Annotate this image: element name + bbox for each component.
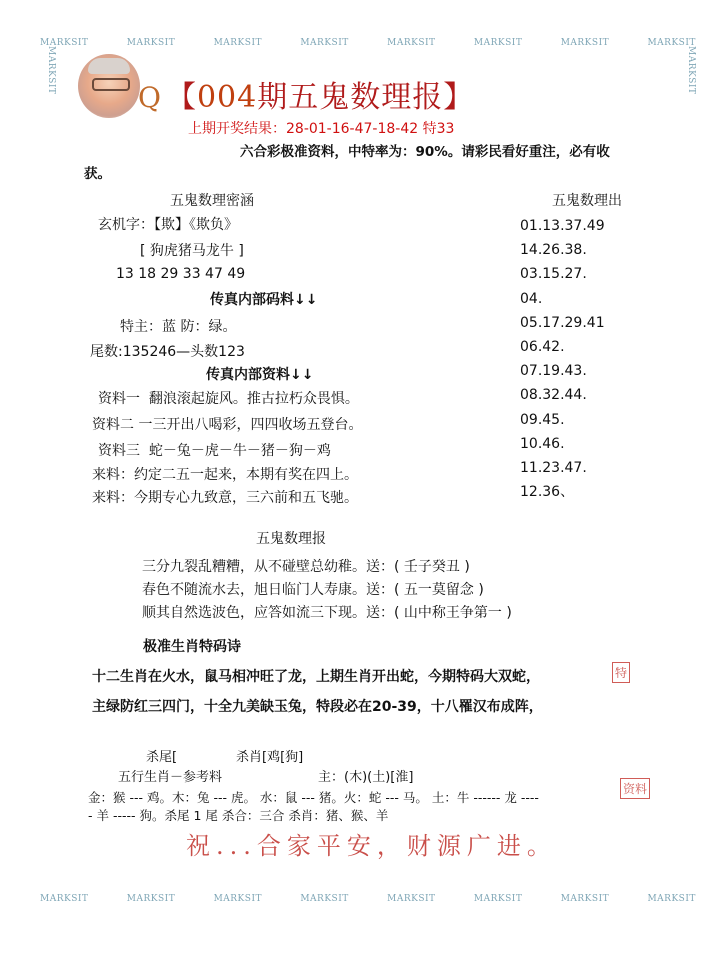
last-result: 上期开奖结果：28-01-16-47-18-42 特33 <box>188 121 455 137</box>
kill-line: - 羊 ----- 狗。杀尾 1 尾 杀合：三合 杀肖：猪、猴、羊 <box>88 808 389 823</box>
wuxing-text: 五行生肖－参考料 <box>118 770 223 785</box>
fax-code-heading: 传真内部码料↓↓ <box>210 292 318 308</box>
ziliao-2: 资料二 一三开出八喝彩，四四收场五登台。 <box>92 417 363 433</box>
weishu-text: 尾数:135246—头数123 <box>90 344 245 360</box>
list-item: 01.13.37.49 <box>520 218 605 234</box>
number-list <box>520 214 605 504</box>
report-poem <box>142 556 512 625</box>
shaxiao-text: 杀肖[鸡[狗] <box>236 750 304 765</box>
watermark-bottom: MARKSIT MARKSIT MARKSIT MARKSIT MARKSIT MARKSIT MARKSIT MARKSIT <box>40 894 696 904</box>
red-stamp: 特 <box>612 662 630 683</box>
red-stamp: 资料 <box>620 778 650 799</box>
special-heading: 极准生肖特码诗 <box>143 639 241 655</box>
avatar <box>78 54 140 118</box>
zhu-text: 主：(木)(土)[淮] <box>318 770 414 785</box>
ziliao-5: 来料：今期专心九致意，三六前和五飞驰。 <box>92 490 358 506</box>
list-item: 04. <box>520 290 543 307</box>
list-item: 11.23.47. <box>520 460 587 477</box>
poem-line: 春色不随流水去，旭日临门人寿康。送：( 五一莫留念 ) <box>142 582 484 598</box>
blessing-text: 祝...合家平安，财源广进。 <box>186 832 557 860</box>
page-title: Q 【004期五鬼数理报】 <box>138 80 475 115</box>
ziliao-3: 资料三 蛇－兔－虎－牛－猪－狗－鸡 <box>98 443 331 459</box>
ziliao-4: 来料：约定二五一起来，本期有奖在四上。 <box>92 467 358 483</box>
list-item: 07.19.43. <box>520 363 587 380</box>
special-verse-2: 主绿防红三四门，十全九美缺玉兔，特段必在20-39，十八罹汉布成阵， <box>92 699 543 715</box>
numbers-text: 13 18 29 33 47 49 <box>116 266 246 282</box>
list-item: 05.17.29.41 <box>520 314 605 331</box>
poem-line: 三分九裂乱糟糟，从不碰壁总幼稚。送：( 壬子癸丑 ) <box>142 559 470 575</box>
shawei-text: 杀尾[ <box>146 750 178 765</box>
description-line-1: 六合彩极准资料，中特率为：90%。请彩民看好重注，必有收 <box>240 144 610 160</box>
list-item: 03.15.27. <box>520 266 587 283</box>
list-item: 14.26.38. <box>520 242 587 259</box>
watermark-left: MARKSIT <box>46 46 56 95</box>
list-item: 10.46. <box>520 435 565 452</box>
tezhu-text: 特主：蓝 防：绿。 <box>120 319 237 335</box>
list-item: 12.36、 <box>520 484 575 501</box>
list-item: 06.42. <box>520 339 565 356</box>
report-heading: 五鬼数理报 <box>256 531 326 547</box>
watermark-right: MARKSIT <box>686 46 696 95</box>
left-heading: 五鬼数理密涵 <box>170 193 254 209</box>
animals-text: [ 狗虎猪马龙牛 ] <box>140 243 244 259</box>
description-line-2: 获。 <box>84 166 111 182</box>
xuanji-text: 玄机字：【欺】《欺负》 <box>98 217 238 233</box>
five-elements-line: 金：猴 --- 鸡。木：兔 --- 虎。 水：鼠 --- 猪。火：蛇 --- 马。 土：牛 ------ 龙 ---- <box>88 790 539 805</box>
special-verse-1: 十二生肖在火水，鼠马相冲旺了龙，上期生肖开出蛇，今期特码大双蛇， <box>92 669 540 685</box>
watermark-top: MARKSIT MARKSIT MARKSIT MARKSIT MARKSIT MARKSIT MARKSIT MARKSIT <box>40 38 696 48</box>
ziliao-1: 资料一 翻浪滚起旋风。推古拉朽众畏惧。 <box>98 391 359 407</box>
fax-info-heading: 传真内部资料↓↓ <box>206 367 314 383</box>
list-item: 08.32.44. <box>520 387 587 404</box>
right-heading: 五鬼数理出 <box>552 193 622 209</box>
poem-line: 顺其自然选波色，应答如流三下现。送：( 山中称王争第一 ) <box>142 605 512 621</box>
list-item: 09.45. <box>520 411 565 428</box>
